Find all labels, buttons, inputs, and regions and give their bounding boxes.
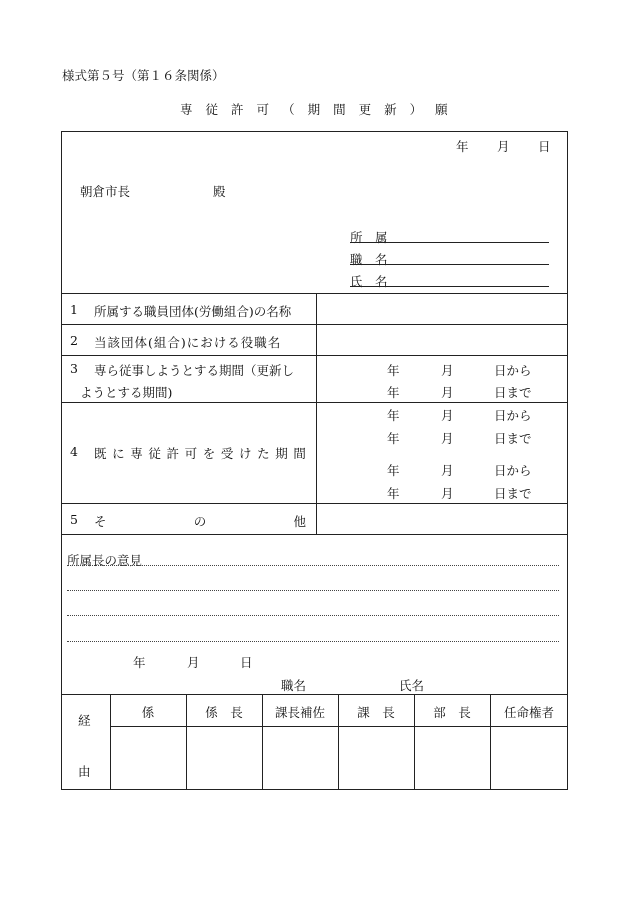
routing-header-0: 係 <box>141 705 155 720</box>
routing-header-1: 係 長 <box>205 705 243 720</box>
divider-row2 <box>61 355 568 356</box>
date-day-label: 日 <box>538 139 551 154</box>
row4-period1-from-day: 日から <box>494 408 532 423</box>
date-year-label: 年 <box>456 139 469 154</box>
opinion-line-3[interactable] <box>67 615 559 616</box>
row1-label: 所属する職員団体(労働組合)の名称 <box>94 304 292 319</box>
row4-period2-from-year: 年 <box>387 463 400 478</box>
row1-number: 1 <box>70 302 78 317</box>
routing-label-top: 経 <box>78 713 91 728</box>
applicant-affiliation-line[interactable] <box>350 242 549 243</box>
form-title: 専 従 許 可 （ 期 間 更 新 ） 願 <box>180 102 448 117</box>
date-month-label: 月 <box>497 139 510 154</box>
routing-header-2: 課長補佐 <box>274 705 325 720</box>
addressee: 朝倉市長 <box>80 184 131 199</box>
opinion-day-label: 日 <box>240 655 253 670</box>
divider-label-column <box>316 293 317 534</box>
row3-label-line2: ようとする期間) <box>80 385 173 400</box>
row4-number: 4 <box>70 444 78 459</box>
divider-row1 <box>61 324 568 325</box>
divider-row5 <box>61 534 568 535</box>
applicant-affiliation-label: 所 属 <box>350 230 388 245</box>
routing-seal-cell-4[interactable] <box>415 727 489 789</box>
routing-header-3: 課 長 <box>357 705 395 720</box>
row4-period2-until-year: 年 <box>387 486 400 501</box>
row3-until-month: 月 <box>441 385 454 400</box>
divider-header <box>61 293 568 294</box>
divider-row3 <box>61 402 568 403</box>
applicant-position-line[interactable] <box>350 264 549 265</box>
applicant-position-label: 職 名 <box>350 252 388 267</box>
divider-opinion <box>61 694 568 695</box>
opinion-year-label: 年 <box>133 655 146 670</box>
row3-from-year: 年 <box>387 363 400 378</box>
opinion-line-4[interactable] <box>67 641 559 642</box>
row4-period2-from-day: 日から <box>494 463 532 478</box>
routing-seal-cell-1[interactable] <box>187 727 261 789</box>
row3-until-year: 年 <box>387 385 400 400</box>
row5-number: 5 <box>70 512 78 527</box>
row4-period1-until-year: 年 <box>387 431 400 446</box>
opinion-line-1[interactable] <box>67 565 559 566</box>
routing-seal-cell-2[interactable] <box>263 727 337 789</box>
honorific: 殿 <box>213 184 226 199</box>
opinion-line-2[interactable] <box>67 590 559 591</box>
opinion-label: 所属長の意見 <box>67 553 143 568</box>
row4-period2-until-month: 月 <box>441 486 454 501</box>
row4-period1-from-month: 月 <box>441 408 454 423</box>
routing-seal-cell-5[interactable] <box>491 727 567 789</box>
row3-label-line1: 専ら従事しようとする期間（更新し <box>94 363 295 378</box>
row5-label: そ の 他 <box>94 514 306 529</box>
row4-period1-until-day: 日まで <box>494 431 532 446</box>
applicant-name-line[interactable] <box>350 286 549 287</box>
routing-seal-cell-3[interactable] <box>339 727 413 789</box>
form-id: 様式第５号（第１６条関係） <box>62 68 225 83</box>
opinion-position-label: 職名 <box>281 678 307 693</box>
routing-header-5: 任命権者 <box>503 705 554 720</box>
row3-number: 3 <box>70 361 78 376</box>
routing-seal-cell-0[interactable] <box>111 727 185 789</box>
row4-period1-until-month: 月 <box>441 431 454 446</box>
row2-number: 2 <box>70 333 78 348</box>
opinion-month-label: 月 <box>187 655 200 670</box>
row4-period1-from-year: 年 <box>387 408 400 423</box>
divider-row4 <box>61 503 568 504</box>
row4-label: 既 に 専 従 許 可 を 受 け た 期 間 <box>94 446 306 461</box>
routing-header-4: 部 長 <box>433 705 471 720</box>
applicant-name-label: 氏 名 <box>350 274 388 289</box>
row3-from-day: 日から <box>494 363 532 378</box>
row2-label: 当該団体(組合)における役職名 <box>94 335 282 350</box>
row4-period2-until-day: 日まで <box>494 486 532 501</box>
row4-period2-from-month: 月 <box>441 463 454 478</box>
opinion-name-label: 氏名 <box>399 678 425 693</box>
row3-from-month: 月 <box>441 363 454 378</box>
row3-until-day: 日まで <box>494 385 532 400</box>
routing-label-bottom: 由 <box>78 764 91 779</box>
